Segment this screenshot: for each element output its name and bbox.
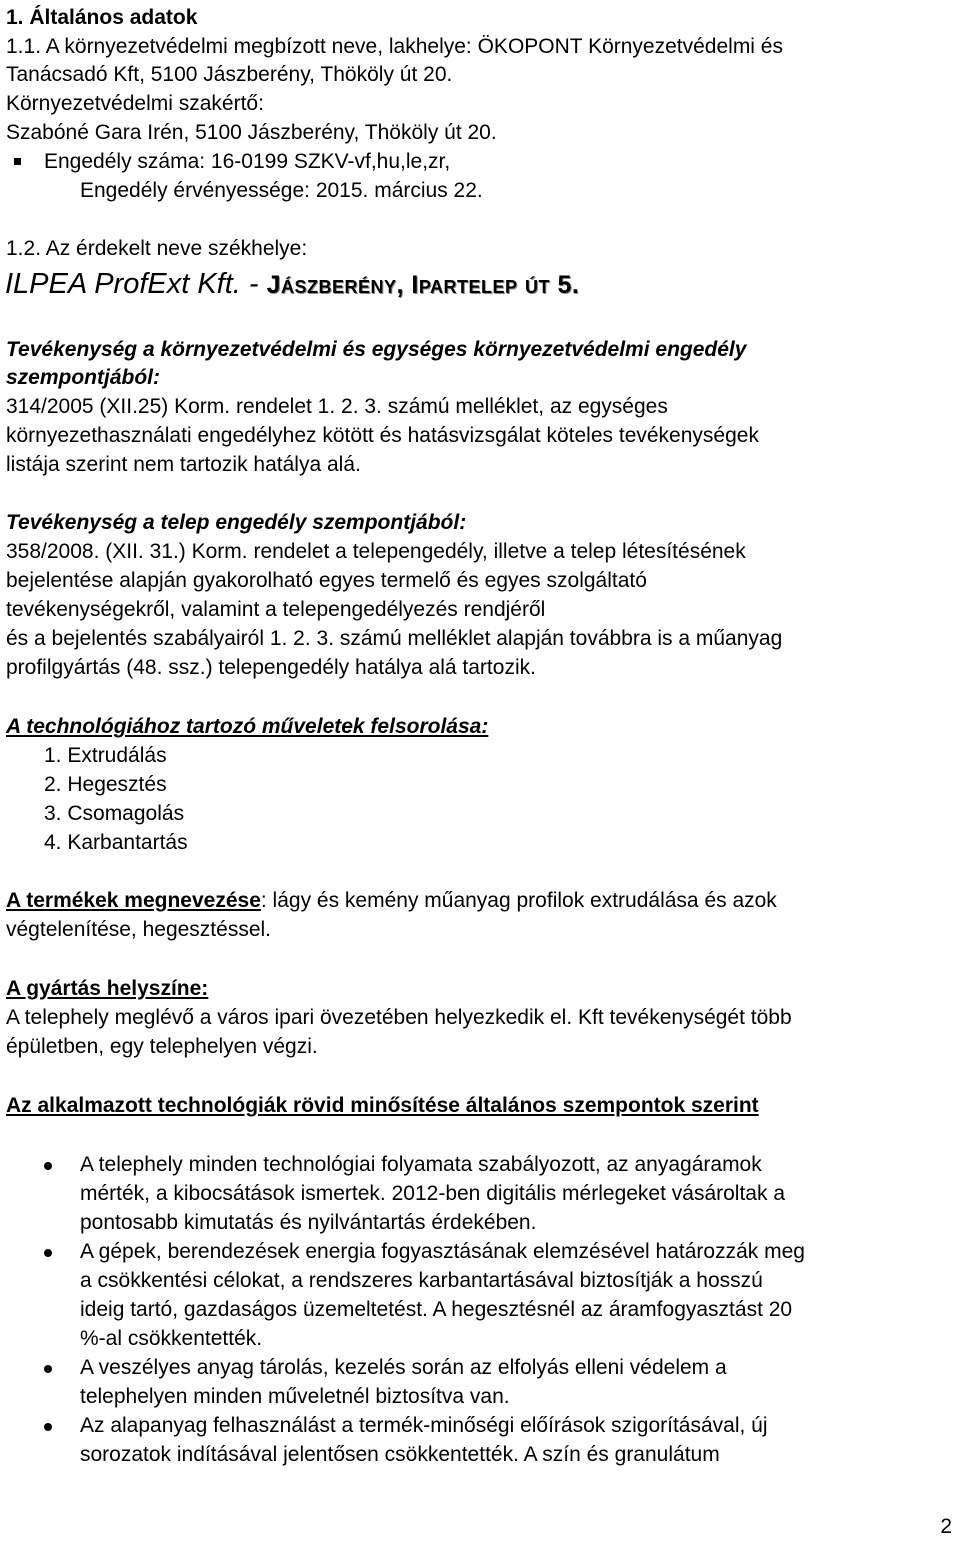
text-line: 314/2005 (XII.25) Korm. rendelet 1. 2. 3. számú melléklet, az egységes	[6, 395, 668, 418]
square-bullet-icon	[14, 158, 21, 165]
bullet-text: A veszélyes anyag tárolás, kezelés során az elfolyás elleni védelem a	[80, 1356, 727, 1379]
text-line: környezethasználati engedélyhez kötött és hatásvizsgálat köteles tevékenységek	[6, 424, 759, 447]
bullet-text: ideig tartó, gazdaságos üzemeltetést. A hegesztésnél az áramfogyasztást 20	[80, 1298, 793, 1321]
text-line: bejelentése alapján gyakorolható egyes termelő és egyes szolgáltató	[6, 569, 647, 592]
text-line: profilgyártás (48. ssz.) telepengedély hatálya alá tartozik.	[6, 656, 536, 679]
env-heading: Tevékenység a környezetvédelmi és egységes környezetvédelmi engedély	[6, 338, 747, 361]
ops-heading: A technológiához tartozó műveletek felsorolása:	[6, 715, 489, 738]
text-line: A telephely meglévő a város ipari övezetében helyezkedik el. Kft tevékenységét több	[6, 1006, 792, 1029]
products-label: A termékek megnevezése	[6, 889, 261, 912]
bullet-text: %-al csökkentették.	[80, 1327, 263, 1350]
list-item: 1. Extrudálás	[44, 744, 167, 767]
company-name-line	[5, 267, 579, 302]
text-line: listája szerint nem tartozik hatálya alá.	[6, 453, 361, 476]
list-item: 4. Karbantartás	[44, 831, 188, 854]
bullet-text: a csökkentési célokat, a rendszeres karbantartásával biztosítják a hosszú	[80, 1269, 763, 1292]
bullet-icon	[44, 1162, 52, 1170]
bullet-text: mérték, a kibocsátások ismertek. 2012-ben digitális mérlegeket vásároltak a	[80, 1182, 785, 1205]
bullet-icon	[44, 1365, 52, 1373]
env-heading: szempontjából:	[6, 366, 161, 389]
site-heading: Tevékenység a telep engedély szempontjából:	[6, 511, 467, 534]
quality-heading: Az alkalmazott technológiák rövid minősítése általános szempontok szerint	[6, 1094, 759, 1117]
bullet-icon	[44, 1249, 52, 1257]
bullet-text: A gépek, berendezések energia fogyasztásának elemzésével határozzák meg	[80, 1240, 805, 1263]
text-line: 358/2008. (XII. 31.) Korm. rendelet a telepengedély, illetve a telep létesítésének	[6, 540, 746, 563]
company-name: ILPEA ProfExt Kft. -	[5, 268, 267, 300]
text-line: végtelenítése, hegesztéssel.	[6, 918, 272, 941]
text-line: tevékenységekről, valamint a telepengedélyezés rendjéről	[6, 598, 546, 621]
products-text: : lágy és kemény műanyag profilok extrudálása és azok	[260, 889, 777, 912]
list-item: 3. Csomagolás	[44, 802, 185, 825]
location-heading: A gyártás helyszíne:	[6, 977, 209, 1000]
page-number: 2	[940, 1515, 952, 1538]
bullet-text: sorozatok indításával jelentősen csökkentették. A szín és granulátum	[80, 1443, 720, 1466]
license-validity: Engedély érvényessége: 2015. március 22.	[80, 179, 483, 202]
section-heading: 1. Általános adatok	[6, 6, 198, 29]
concerned-label: 1.2. Az érdekelt neve székhelye:	[6, 237, 308, 260]
products-line	[6, 888, 777, 914]
text-line: és a bejelentés szabályairól 1. 2. 3. számú melléklet alapján továbbra is a műanyag	[6, 627, 783, 650]
text-line: épületben, egy telephelyen végzi.	[6, 1035, 318, 1058]
bullet-icon	[44, 1423, 52, 1431]
text-line: 1.1. A környezetvédelmi megbízott neve, lakhelye: ÖKOPONT Környezetvédelmi és	[6, 35, 783, 58]
bullet-text: A telephely minden technológiai folyamata szabályozott, az anyagáramok	[80, 1153, 762, 1176]
company-address: Jászberény, Ipartelep út 5.	[266, 271, 580, 299]
text-line: Szabóné Gara Irén, 5100 Jászberény, Thököly út 20.	[6, 121, 497, 144]
text-line: Tanácsadó Kft, 5100 Jászberény, Thököly út 20.	[6, 63, 453, 86]
bullet-text: Az alapanyag felhasználást a termék-minőségi előírások szigorításával, új	[80, 1414, 768, 1437]
text-line: Környezetvédelmi szakértő:	[6, 92, 264, 115]
license-number: Engedély száma: 16-0199 SZKV-vf,hu,le,zr,	[44, 150, 451, 173]
bullet-text: telephelyen minden műveletnél biztosítva van.	[80, 1385, 510, 1408]
list-item: 2. Hegesztés	[44, 773, 167, 796]
bullet-text: pontosabb kimutatás és nyilvántartás érdekében.	[80, 1211, 537, 1234]
